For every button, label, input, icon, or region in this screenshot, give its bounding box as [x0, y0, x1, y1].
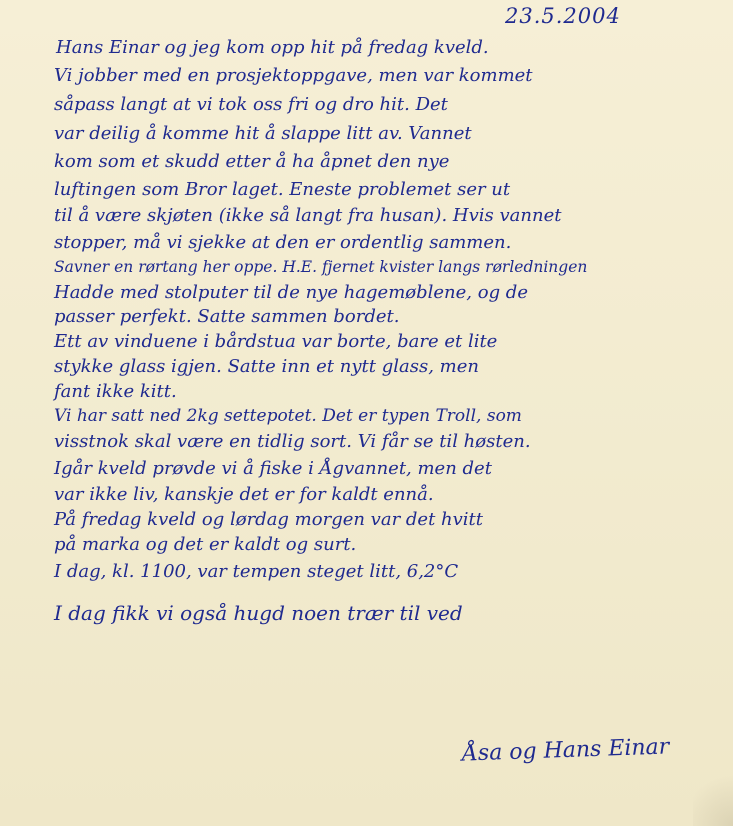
letter-line: til å være skjøten (ikke så langt fra husan). Hvis vannet — [54, 205, 562, 226]
letter-line: passer perfekt. Satte sammen bordet. — [54, 306, 400, 327]
letter-line: stykke glass igjen. Satte inn et nytt glass, men — [54, 356, 479, 377]
letter-line: Vi har satt ned 2kg settepotet. Det er typen Troll, som — [54, 406, 522, 426]
letter-line: Hadde med stolputer til de nye hagemøblene, og de — [54, 282, 528, 303]
letter-line: på marka og det er kaldt og surt. — [54, 534, 357, 555]
letter-line: Vi jobber med en prosjektoppgave, men var kommet — [54, 65, 533, 86]
letter-line: Hans Einar og jeg kom opp hit på fredag kveld. — [56, 37, 489, 58]
letter-line: fant ikke kitt. — [54, 381, 177, 402]
letter-line: Savner en rørtang her oppe. H.E. fjernet kvister langs rørledningen — [54, 258, 588, 276]
letter-date: 23.5.2004 — [505, 4, 621, 28]
letter-line: luftingen som Bror laget. Eneste problemet ser ut — [54, 179, 511, 200]
letter-line: Ett av vinduene i bårdstua var borte, bare et lite — [54, 331, 498, 352]
letter-line: kom som et skudd etter å ha åpnet den nye — [54, 151, 450, 172]
letter-line: På fredag kveld og lørdag morgen var det hvitt — [54, 509, 484, 530]
letter-line: visstnok skal være en tidlig sort. Vi får se til høsten. — [54, 431, 531, 452]
letter-line: stopper, må vi sjekke at den er ordentlig sammen. — [54, 232, 512, 253]
letter-line: var deilig å komme hit å slappe litt av. Vannet — [54, 123, 472, 144]
letter-line: Igår kveld prøvde vi å fiske i Ågvannet, men det — [54, 458, 492, 479]
letter-line: I dag fikk vi også hugd noen trær til ved — [54, 601, 463, 625]
letter-line: såpass langt at vi tok oss fri og dro hit. Det — [54, 94, 448, 115]
letter-line: var ikke liv, kanskje det er for kaldt ennå. — [54, 484, 434, 505]
letter-line: I dag, kl. 1100, var tempen steget litt, 6,2°C — [54, 561, 459, 582]
signature: Åsa og Hans Einar — [461, 734, 670, 767]
